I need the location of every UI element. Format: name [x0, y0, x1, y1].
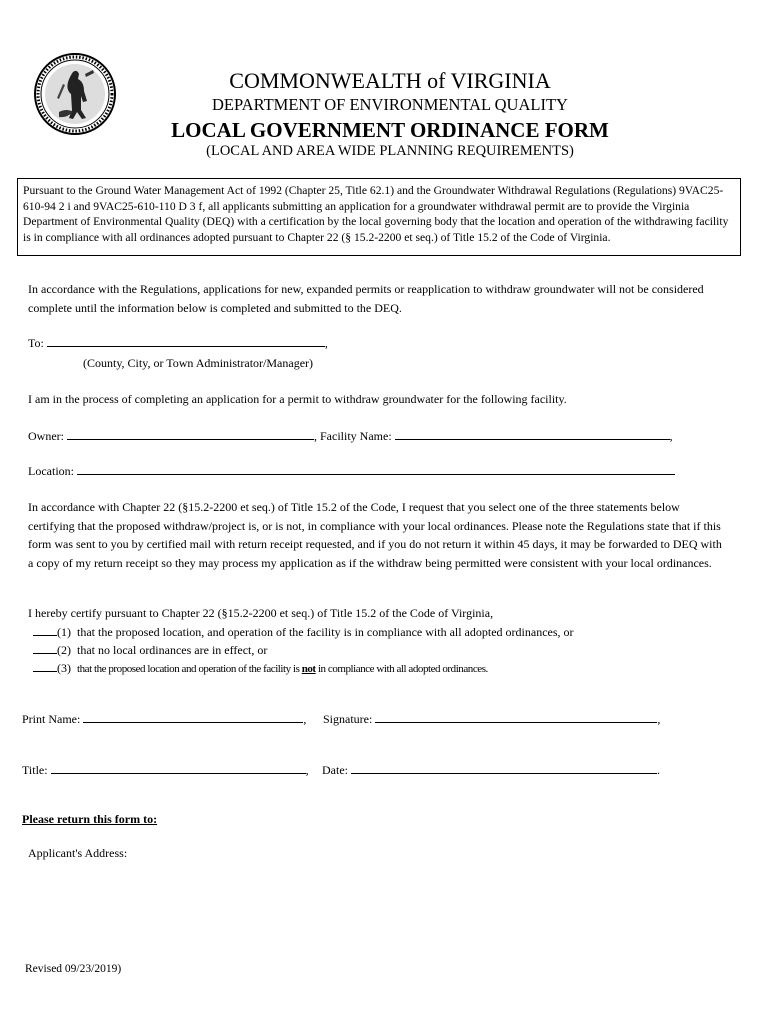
- option-2-text: that no local ordinances are in effect, or: [77, 643, 268, 657]
- date-line: [322, 762, 660, 778]
- option-1-number: (1): [57, 625, 71, 639]
- option-1-checkbox-line[interactable]: [33, 624, 57, 636]
- print-name-comma: ,: [303, 712, 307, 726]
- option-2-checkbox-line[interactable]: [33, 642, 57, 654]
- certify-heading: I hereby certify pursuant to Chapter 22 (§15.2-2200 et seq.) of Title 15.2 of the Code of Virginia,: [28, 606, 494, 620]
- facility-name-input[interactable]: [395, 428, 670, 440]
- title-line: [22, 762, 309, 778]
- chapter22-paragraph: In accordance with Chapter 22 (§15.2-2200 et seq.) of Title 15.2 of the Code, I request that you select one of the three statements below certifying that the proposed withdraw/project is, or is not, in compliance with your local ordinances. Please note the Regulations state that if this form was sent to you by certified mail with return receipt requested, and if you do not return it within 45 days, it may be forwarded to DEQ with a copy of my return receipt so they may process my application as if the withdraw being permitted were consistent with your local ordinances.: [28, 500, 722, 570]
- option-3: [33, 660, 488, 676]
- owner-comma: ,: [669, 429, 673, 443]
- date-period: .: [657, 763, 660, 777]
- option-3-text-after: in compliance with all adopted ordinances.: [315, 663, 488, 675]
- revision-date: Revised 09/23/2019): [25, 963, 122, 975]
- title-input[interactable]: [51, 762, 306, 774]
- virginia-seal-icon: [33, 52, 117, 136]
- intro-box: Pursuant to the Ground Water Management Act of 1992 (Chapter 25, Title 62.1) and the Groundwater Withdrawal Regulations (Regulations) 9VAC25-610-94 2 i and 9VAC25-610-110 D 3 f, all applicants submitting an application for a groundwater withdrawal permit are to provide the Virginia Department of Environmental Quality (DEQ) with a certification by the local governing body that the location and operation of the withdrawing facility is in compliance with all ordinances adopted pursuant to Chapter 22 (§ 15.2-2200 et seq.) of Title 15.2 of the Code of Virginia.: [17, 178, 741, 256]
- option-3-number: (3): [57, 661, 71, 675]
- location-input[interactable]: [77, 463, 675, 475]
- print-name-label: Print Name:: [22, 712, 81, 726]
- option-1-text: that the proposed location, and operation of the facility is in compliance with all adopted ordinances, or: [77, 625, 574, 639]
- to-comma: ,: [324, 336, 328, 350]
- process-statement: I am in the process of completing an application for a permit to withdraw groundwater for the following facility.: [28, 392, 567, 406]
- owner-input[interactable]: [67, 428, 314, 440]
- applicant-address-label: Applicant's Address:: [28, 846, 128, 860]
- to-input[interactable]: [47, 335, 325, 347]
- print-name-input[interactable]: [83, 711, 303, 723]
- owner-line: [28, 428, 673, 444]
- print-name-line: [22, 711, 306, 727]
- option-3-text-before: that the proposed location and operation of the facility is: [77, 663, 302, 675]
- option-2-number: (2): [57, 643, 71, 657]
- return-heading: Please return this form to:: [22, 812, 158, 826]
- form-subtitle: (LOCAL AND AREA WIDE PLANNING REQUIREMENTS): [206, 143, 574, 159]
- date-input[interactable]: [351, 762, 657, 774]
- title-label: Title:: [22, 763, 48, 777]
- option-2: [33, 642, 267, 658]
- signature-line: [323, 711, 660, 727]
- commonwealth-heading: COMMONWEALTH of VIRGINIA: [229, 68, 551, 93]
- option-3-not: not: [301, 663, 316, 675]
- to-line: [28, 335, 328, 351]
- form-title: LOCAL GOVERNMENT ORDINANCE FORM: [171, 118, 609, 142]
- location-label: Location:: [28, 464, 74, 478]
- facility-name-label: , Facility Name:: [314, 429, 392, 443]
- to-label: To:: [28, 336, 44, 350]
- option-1: [33, 624, 574, 640]
- department-heading: DEPARTMENT OF ENVIRONMENTAL QUALITY: [212, 95, 568, 114]
- signature-input[interactable]: [375, 711, 657, 723]
- option-3-checkbox-line[interactable]: [33, 660, 57, 672]
- to-caption: (County, City, or Town Administrator/Manager): [83, 356, 314, 370]
- signature-comma: ,: [657, 712, 661, 726]
- regulations-paragraph: In accordance with the Regulations, applications for new, expanded permits or reapplication to withdraw groundwater will not be considered complete until the information below is completed and submitted to the DEQ.: [28, 282, 704, 315]
- title-comma: ,: [305, 763, 309, 777]
- location-line: [28, 463, 675, 479]
- owner-label: Owner:: [28, 429, 64, 443]
- signature-label: Signature:: [323, 712, 373, 726]
- date-label: Date:: [322, 763, 348, 777]
